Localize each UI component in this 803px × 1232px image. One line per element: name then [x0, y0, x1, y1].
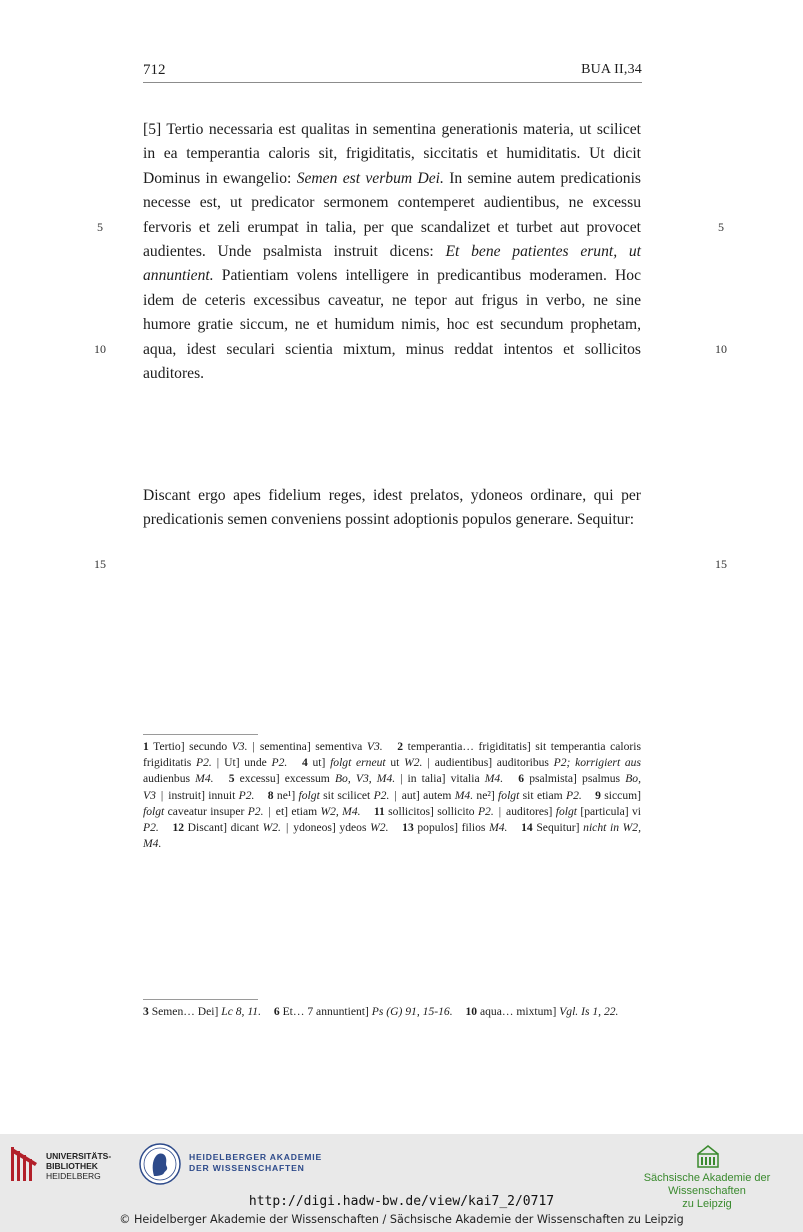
note-line-ref: 6: [273, 1005, 280, 1018]
siglum: folgt: [498, 788, 520, 802]
lemma-text: in talia] vitalia: [407, 772, 485, 786]
siglum: Vgl. Is 1, 22.: [559, 1005, 619, 1018]
lemma-text: populos] filios: [413, 821, 490, 835]
apparatus-entry: [374, 805, 494, 818]
lemma-text: siccum]: [600, 788, 641, 802]
page-number: 712: [143, 62, 166, 78]
note-line-ref: 13: [402, 821, 414, 835]
siglum: M4.: [454, 788, 474, 802]
lemma-text: Tertio] secundo: [148, 740, 232, 753]
note-separator: |: [400, 772, 403, 786]
note-gap: [254, 789, 267, 802]
lemma-text: Ut] unde: [224, 756, 272, 770]
lemma-text: aqua… mixtum]: [477, 1005, 560, 1018]
note-separator: |: [498, 804, 502, 818]
lemma-text: Et… 7 annuntient]: [279, 1005, 372, 1018]
siglum: Ps (G) 91, 15-16.: [371, 1005, 453, 1018]
ub-text-line-1: UNIVERSITÄTS-: [46, 1151, 112, 1161]
lemma-text: instruit] innuit: [168, 788, 239, 802]
note-gap: [388, 821, 402, 834]
note-line-ref: 10: [465, 1005, 478, 1018]
biblical-quotation: Et bene patientes erunt, ut annuntient.: [143, 243, 642, 285]
siglum: V3.: [366, 740, 383, 753]
note-gap: [503, 772, 518, 785]
critical-apparatus: [143, 739, 641, 852]
siglum: P2.: [196, 756, 212, 770]
lemma-text: Sequitur]: [532, 821, 584, 835]
apparatus-entry: [302, 756, 422, 769]
siglum: nicht in W2, M4.: [143, 821, 642, 851]
paragraph-segment: Tertio necessaria est qualitas in sementina generationis materia, ut scilicet in ea temperantia caloris sit, frigiditatis, siccitatis et humiditatis. Ut dicit Dominus in ewangelio:: [143, 121, 641, 187]
siglum: P2.: [143, 821, 159, 835]
permalink-url[interactable]: http://digi.hadw-bw.de/view/kai7_2/0717: [248, 1194, 555, 1209]
note-gap: [261, 1005, 274, 1018]
ub-heidelberg-text: [46, 1151, 111, 1181]
siglum: M4.: [195, 772, 214, 786]
lemma-text: sollicitos] sollicito: [384, 804, 478, 818]
note-gap: [582, 789, 595, 802]
line-number-left-5: 5: [97, 220, 103, 234]
siglum: folgt erneut: [330, 756, 386, 770]
apparatus-entry: [293, 821, 388, 834]
note-gap: [453, 1005, 466, 1018]
note-line-ref: 5: [228, 772, 235, 786]
siglum: P2; korrigiert aus: [553, 756, 641, 770]
saw-leipzig-logo-icon: [697, 1144, 719, 1168]
note-separator: |: [268, 804, 271, 818]
apparatus-entry: [402, 789, 582, 802]
line-number-right-15: 15: [715, 557, 727, 571]
hadw-line-1: HEIDELBERGER AKADEMIE: [189, 1152, 322, 1162]
siglum: Bo, V3: [143, 772, 641, 802]
paragraph-segment: Patientiam volens intelligere in predicantibus moderamen. Hoc idem de ceteris excessibus caveatur, ne tepor aut frigus in verbo, ne sine humore gratie siccum, ne et humidum nimis, hoc est secundum prophetam, aqua, idest seculari scientia mixtum, minus reddat intentos et sollicitos auditores.: [143, 267, 641, 383]
line-number-left-10: 10: [94, 342, 106, 356]
note-line-ref: 12: [172, 821, 185, 835]
lemma-text: ut: [385, 756, 405, 770]
ub-text-line-3: HEIDELBERG: [46, 1171, 101, 1181]
apparatus-entry: [260, 740, 383, 753]
paragraph-segment: In semine autem predicationis necesse est, ut predicator sermonem contemperet audientibus, ne excessu fervoris et zeli erumpat in talia, per que scandalizet et turbet aut provocet audientes. Unde psalmista instruit dicens:: [143, 169, 641, 261]
note-line-ref: 14: [521, 821, 533, 835]
note-separator: |: [216, 756, 220, 770]
paragraph-1: [143, 118, 641, 386]
lemma-text: excessu] excessum: [234, 772, 335, 786]
siglum: P2.: [477, 804, 494, 818]
line-number-left-15: 15: [94, 557, 106, 571]
lemma-text: auditores]: [506, 804, 556, 818]
note-line-ref: 1: [143, 740, 149, 753]
lemma-text: Discant] dicant: [184, 821, 263, 835]
apparatus-entry: [268, 789, 390, 802]
siglum: P2.: [566, 788, 582, 802]
siglum: P2.: [247, 804, 264, 818]
lemma-text: aut] autem: [401, 788, 455, 802]
note-separator: |: [285, 821, 289, 835]
saw-line-1: Sächsische Akademie der Wissenschaften: [643, 1172, 771, 1197]
line-number-right-10: 10: [715, 342, 727, 356]
note-line-ref: 2: [397, 740, 404, 753]
paragraph-2-text: Discant ergo apes fidelium reges, idest prelatos, ydoneos ordinare, qui per predicationis semen conveniens possint adoptionis populos generare. Sequitur:: [143, 487, 641, 529]
apparatus-entry: [407, 772, 503, 785]
lemma-text: Semen… Dei]: [148, 1005, 222, 1018]
siglum: W2.: [404, 756, 423, 770]
lemma-text: audienbus: [143, 772, 196, 786]
siglum: Lc 8, 11.: [221, 1005, 261, 1018]
paragraph-label: [5]: [143, 121, 162, 138]
siglum: V3.: [231, 740, 248, 753]
siglum: W2.: [262, 821, 281, 835]
siglum: P2.: [238, 788, 255, 802]
lemma-text: [particula] vi: [577, 804, 641, 818]
lemma-text: ut]: [307, 756, 331, 770]
lemma-text: temperantia… frigiditatis] sit temperantia caloris frigiditatis: [143, 740, 642, 770]
apparatus-entry: [168, 789, 254, 802]
note-line-ref: 11: [373, 804, 385, 818]
note-separator: |: [160, 788, 164, 802]
apparatus-entry: [466, 1005, 619, 1018]
copyright-notice: © Heidelberger Akademie der Wissenschaften / Sächsische Akademie der Wissenschaften zu Leipzig: [119, 1213, 684, 1226]
note-separator: |: [427, 756, 430, 770]
footnote-rule-1: [143, 734, 258, 735]
lemma-text: sit etiam: [519, 788, 567, 802]
note-gap: [159, 821, 173, 834]
saw-line-2: zu Leipzig: [682, 1198, 732, 1210]
lemma-text: ne²]: [473, 788, 499, 802]
siglum: folgt: [143, 804, 165, 818]
apparatus-entry: [274, 1005, 453, 1018]
lemma-text: sit scilicet: [319, 788, 374, 802]
note-line-ref: 9: [595, 788, 601, 802]
siglum: Bo, V3, M4.: [334, 772, 396, 786]
siglum: M4.: [489, 821, 508, 835]
note-line-ref: 6: [518, 772, 525, 786]
hadw-line-2: DER WISSENSCHAFTEN: [189, 1163, 305, 1173]
note-separator: |: [252, 740, 255, 753]
lemma-text: caveatur insuper: [164, 804, 248, 818]
note-gap: [361, 805, 374, 818]
apparatus-entry: [143, 1005, 261, 1018]
siglum: folgt: [555, 804, 578, 818]
apparatus-entry: [172, 821, 281, 834]
note-gap: [383, 740, 398, 753]
lemma-text: sementina] sementiva: [259, 740, 367, 753]
siglum: folgt: [298, 788, 320, 802]
lemma-text: audientibus] auditoribus: [434, 756, 554, 770]
ub-text-line-2: BIBLIOTHEK: [46, 1161, 98, 1171]
note-gap: [507, 821, 521, 834]
paragraph-1-text: [143, 118, 641, 386]
lemma-text: ne¹]: [273, 788, 299, 802]
siglum: P2.: [271, 756, 288, 770]
biblical-quotation: Semen est verbum Dei.: [296, 169, 444, 187]
hadw-text: [189, 1152, 322, 1174]
note-gap: [214, 772, 229, 785]
apparatus-entry: [143, 740, 248, 753]
apparatus-entry: [276, 805, 361, 818]
note-line-ref: 3: [143, 1005, 149, 1018]
apparatus-entry: [229, 772, 395, 785]
paragraph-2: [143, 484, 641, 533]
siglum: W2.: [370, 821, 389, 835]
note-gap: [287, 756, 302, 769]
apparatus-entry: [224, 756, 287, 769]
page-header: [143, 60, 642, 83]
source-apparatus: [143, 1004, 641, 1020]
line-number-right-5: 5: [718, 220, 724, 234]
apparatus-entry: [402, 821, 507, 834]
lemma-text: et] etiam: [275, 804, 321, 818]
lemma-text: ydoneos] ydeos: [293, 821, 371, 835]
note-separator: |: [394, 788, 397, 802]
note-line-ref: 8: [267, 788, 274, 802]
note-line-ref: 4: [301, 756, 308, 770]
siglum: M4.: [484, 772, 504, 786]
siglum: W2, M4.: [320, 804, 361, 818]
ub-heidelberg-logo-icon: [9, 1143, 39, 1185]
lemma-text: psalmista] psalmus: [524, 772, 626, 786]
footnote-rule-2: [143, 999, 258, 1000]
siglum: P2.: [373, 788, 390, 802]
running-head: BUA II,34: [581, 62, 642, 77]
hadw-seal-icon: [139, 1143, 181, 1185]
